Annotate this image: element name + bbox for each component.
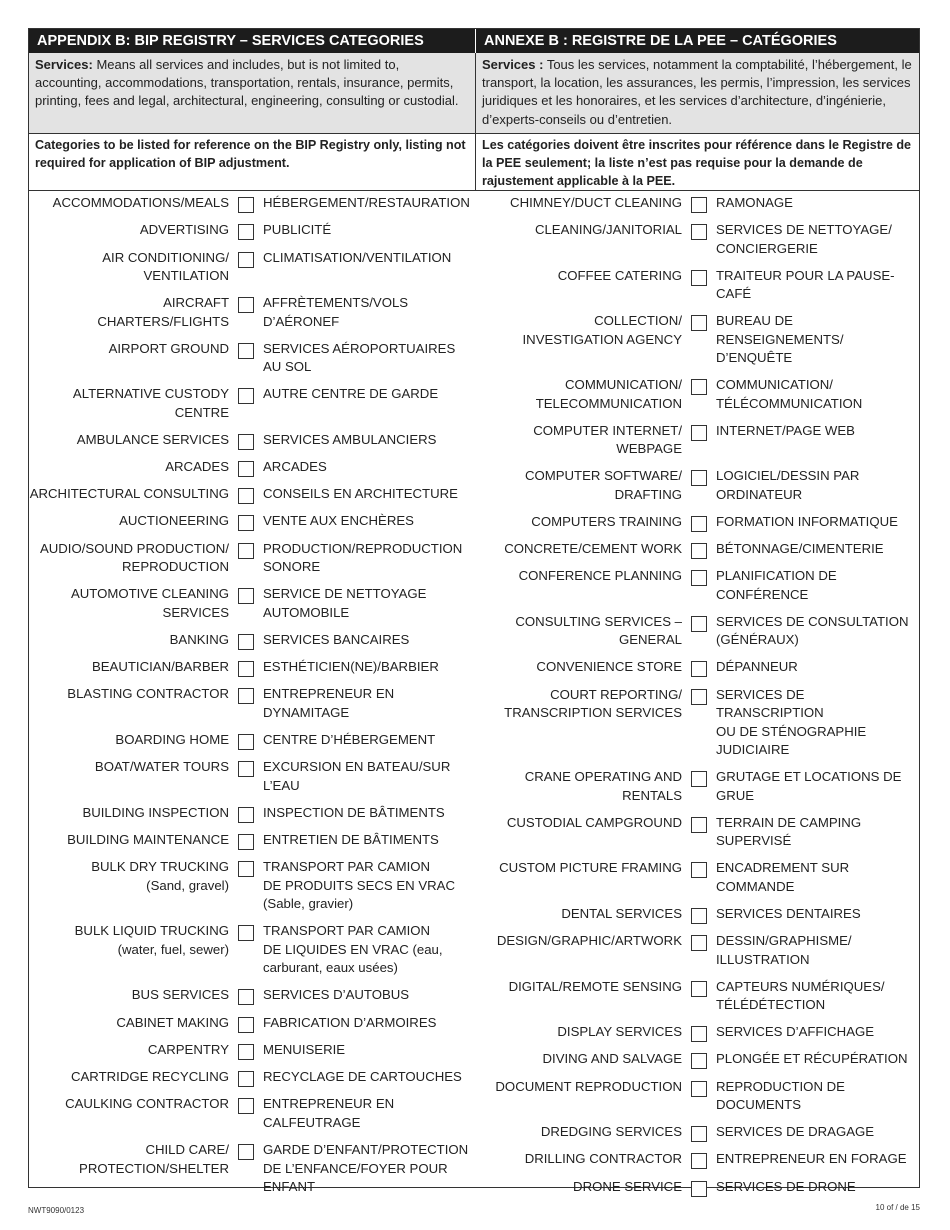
category-row [29, 485, 476, 504]
category-label-english: CUSTODIAL CAMPGROUND [506, 814, 682, 830]
category-checkbox[interactable] [238, 1017, 254, 1033]
category-label-french: AFFRÈTEMENTS/VOLS D’AÉRONEF [263, 295, 409, 329]
category-row [29, 986, 476, 1005]
services-definition-english [29, 53, 476, 133]
category-checkbox[interactable] [691, 689, 707, 705]
category-label-english: ARCHITECTURAL CONSULTING [29, 486, 229, 502]
category-label-french: SERVICES DENTAIRES [716, 905, 861, 921]
category-label-french: ENTREPRENEUR EN DYNAMITAGE [263, 686, 395, 720]
category-checkbox[interactable] [691, 1081, 707, 1097]
category-label-french: MENUISERIE [263, 1041, 346, 1057]
category-row [29, 1068, 476, 1087]
category-label-french: EXCURSION EN BATEAU/SUR L’EAU [263, 759, 451, 793]
category-label-english: COMPUTER SOFTWARE/ DRAFTING [524, 468, 682, 502]
category-row [482, 859, 919, 896]
category-row [29, 685, 476, 722]
category-row [482, 312, 919, 368]
category-label-english: CARPENTRY [147, 1041, 229, 1057]
category-checkbox[interactable] [238, 1144, 254, 1160]
category-checkbox[interactable] [691, 315, 707, 331]
category-checkbox[interactable] [238, 197, 254, 213]
category-label-french: RECYCLAGE DE CARTOUCHES [263, 1069, 462, 1085]
category-label-french: BÉTONNAGE/CIMENTERIE [716, 541, 884, 557]
category-checkbox[interactable] [238, 434, 254, 450]
category-row [29, 831, 476, 850]
category-checkbox[interactable] [691, 379, 707, 395]
category-checkbox[interactable] [238, 634, 254, 650]
category-label-french: DÉPANNEUR [716, 659, 798, 675]
category-row [29, 431, 476, 450]
category-checkbox[interactable] [691, 425, 707, 441]
category-row [29, 658, 476, 677]
category-label-french: TERRAIN DE CAMPING SUPERVISÉ [716, 814, 862, 849]
category-label-french: INTERNET/PAGE WEB [716, 422, 855, 438]
category-checkbox[interactable] [691, 197, 707, 213]
category-checkbox[interactable] [238, 543, 254, 559]
category-checkbox[interactable] [691, 1053, 707, 1069]
category-row [482, 613, 919, 650]
category-row [482, 1150, 919, 1169]
category-row [482, 540, 919, 559]
category-label-english: DIVING AND SALVAGE [542, 1051, 682, 1067]
category-row [482, 932, 919, 969]
category-checkbox[interactable] [238, 297, 254, 313]
category-label-english: BEAUTICIAN/BARBER [91, 658, 229, 674]
category-label-english: DISPLAY SERVICES [557, 1024, 682, 1040]
category-checkbox[interactable] [238, 461, 254, 477]
category-label-english: DESIGN/GRAPHIC/ARTWORK [496, 933, 682, 949]
category-label-french: SERVICES DE DRONE [716, 1178, 856, 1194]
category-row [29, 221, 476, 240]
category-label-english: COMMUNICATION/ TELECOMMUNICATION [535, 377, 682, 411]
category-label-english: CHILD CARE/ PROTECTION/SHELTER [79, 1141, 229, 1176]
category-label-english: BUILDING MAINTENANCE [67, 831, 229, 847]
category-checkbox[interactable] [238, 989, 254, 1005]
category-checkbox[interactable] [238, 761, 254, 777]
category-checkbox[interactable] [691, 1181, 707, 1197]
category-label-french: PUBLICITÉ [263, 222, 332, 238]
category-label-english: CONVENIENCE STORE [536, 659, 682, 675]
category-row [29, 758, 476, 795]
category-label-english: COURT REPORTING/ TRANSCRIPTION SERVICES [504, 686, 682, 721]
category-checkbox[interactable] [238, 388, 254, 404]
category-label-english: CRANE OPERATING AND RENTALS [524, 769, 682, 803]
category-label-french: CENTRE D’HÉBERGEMENT [263, 731, 436, 747]
appendix-form [28, 28, 920, 1195]
services-label-english: Services: [35, 57, 93, 72]
category-label-english: CAULKING CONTRACTOR [65, 1096, 229, 1112]
category-label-english: BLASTING CONTRACTOR [67, 686, 229, 702]
category-row [482, 513, 919, 532]
category-label-english: AIRPORT GROUND [108, 340, 229, 356]
category-row [29, 294, 476, 331]
category-label-french: SERVICES D’AFFICHAGE [716, 1024, 875, 1040]
category-checkbox[interactable] [238, 688, 254, 704]
category-label-english: ARCADES [165, 458, 229, 474]
category-row [29, 385, 476, 422]
category-list-right [482, 194, 919, 1205]
category-checkbox[interactable] [238, 861, 254, 877]
category-row [482, 267, 919, 304]
category-label-french: PRODUCTION/REPRODUCTION SONORE [263, 540, 463, 575]
category-label-french: DESSIN/GRAPHISME/ ILLUSTRATION [716, 933, 852, 967]
category-label-english: COMPUTER INTERNET/ WEBPAGE [533, 422, 682, 457]
category-row [482, 905, 919, 924]
category-row [482, 467, 919, 504]
category-label-english: DIGITAL/REMOTE SENSING [508, 978, 682, 994]
category-row [29, 249, 476, 286]
category-label-english: CARTRIDGE RECYCLING [70, 1069, 229, 1085]
category-label-english: CLEANING/JANITORIAL [534, 222, 682, 238]
category-label-english: CABINET MAKING [116, 1014, 229, 1030]
category-label-french: ESTHÉTICIEN(NE)/BARBIER [263, 658, 439, 674]
category-checkbox[interactable] [238, 343, 254, 359]
category-label-french: COMMUNICATION/ TÉLÉCOMMUNICATION [716, 377, 863, 411]
category-checkbox[interactable] [238, 488, 254, 504]
page-number: 10 of / de 15 [875, 1203, 920, 1212]
category-label-english: AIRCRAFT CHARTERS/FLIGHTS [97, 295, 229, 329]
header-french: ANNEXE B : REGISTRE DE LA PEE – CATÉGORIES [476, 29, 919, 53]
category-row [482, 376, 919, 413]
category-label-french: AUTRE CENTRE DE GARDE [263, 386, 439, 402]
category-row [29, 731, 476, 750]
category-label-french: ENTREPRENEUR EN CALFEUTRAGE [263, 1096, 395, 1131]
category-row [29, 340, 476, 377]
category-label-english: AUDIO/SOUND PRODUCTION/ REPRODUCTION [39, 540, 229, 575]
category-checkbox[interactable] [238, 252, 254, 268]
category-label-english: BUS SERVICES [131, 987, 229, 1003]
category-checkbox[interactable] [238, 1098, 254, 1114]
category-row [29, 1141, 476, 1197]
category-checkbox[interactable] [691, 817, 707, 833]
category-label-english: AIR CONDITIONING/ VENTILATION [102, 249, 229, 284]
category-label-french: SERVICES DE CONSULTATION (GÉNÉRAUX) [716, 613, 909, 648]
services-text-french: Tous les services, notamment la comptabilité, l’hébergement, le transport, la location, les assurances, les permis, l’impression, les services juridiques et les honoraires, et les services d’architecture, d’ingénierie, d’experts-conseils ou d’entretien. [482, 57, 912, 127]
category-row [482, 658, 919, 677]
category-label-french: ENTRETIEN DE BÂTIMENTS [263, 831, 439, 847]
category-checkbox[interactable] [691, 270, 707, 286]
category-checkbox[interactable] [691, 224, 707, 240]
category-label-english: DRONE SERVICE [573, 1178, 682, 1194]
category-checkbox[interactable] [691, 516, 707, 532]
category-row [29, 1095, 476, 1132]
categories-note-english: Categories to be listed for reference on the BIP Registry only, listing not required for application of BIP adjustment. [29, 133, 476, 191]
category-checkbox[interactable] [691, 1126, 707, 1142]
category-row [29, 1014, 476, 1033]
category-label-french: SERVICES DE DRAGAGE [716, 1124, 875, 1140]
category-label-french: GARDE D’ENFANT/PROTECTION DE L’ENFANCE/FOYER POUR ENFANT [263, 1141, 469, 1195]
category-label-french: SERVICES D’AUTOBUS [263, 987, 410, 1003]
services-text-english: Means all services and includes, but is not limited to, accounting, accommodations, transportation, rentals, insurance, permits, printing, fees and legal, architectural, engineering, consulting or custodial. [35, 57, 459, 109]
category-label-french: SERVICE DE NETTOYAGE AUTOMOBILE [263, 586, 427, 620]
category-row [482, 978, 919, 1015]
category-row [482, 221, 919, 258]
category-label-french: ENCADREMENT SUR COMMANDE [716, 860, 850, 894]
category-label-french: FORMATION INFORMATIQUE [716, 513, 898, 529]
category-label-english: DREDGING SERVICES [540, 1124, 682, 1140]
category-checkbox[interactable] [238, 925, 254, 941]
category-checkbox[interactable] [238, 224, 254, 240]
category-checkbox[interactable] [691, 981, 707, 997]
category-checkbox[interactable] [238, 1044, 254, 1060]
category-label-french: CLIMATISATION/VENTILATION [263, 249, 452, 265]
category-label-french: PLONGÉE ET RÉCUPÉRATION [716, 1051, 908, 1067]
category-row [29, 540, 476, 577]
category-row [482, 422, 919, 459]
category-label-english: COLLECTION/ INVESTIGATION AGENCY [522, 313, 682, 347]
category-label-french: SERVICES AMBULANCIERS [263, 431, 437, 447]
category-checkbox[interactable] [691, 570, 707, 586]
category-label-english: ACCOMMODATIONS/MEALS [52, 195, 229, 210]
services-label-french: Services : [482, 57, 544, 72]
category-label-english: COFFEE CATERING [557, 267, 682, 283]
category-checkbox[interactable] [691, 470, 707, 486]
category-label-english: DENTAL SERVICES [561, 905, 682, 921]
category-checkbox[interactable] [238, 588, 254, 604]
category-row [29, 194, 476, 213]
category-label-english: CONSULTING SERVICES – GENERAL [515, 613, 682, 648]
category-checkbox[interactable] [691, 862, 707, 878]
category-label-english: COMPUTERS TRAINING [531, 513, 682, 529]
category-label-french: LOGICIEL/DESSIN PAR ORDINATEUR [716, 468, 860, 502]
category-label-english: BULK LIQUID TRUCKING (water, fuel, sewer) [74, 923, 229, 957]
category-label-french: TRAITEUR POUR LA PAUSE- CAFÉ [716, 267, 895, 302]
category-row [482, 814, 919, 851]
category-label-english: BUILDING INSPECTION [82, 804, 229, 820]
category-label-english: BOAT/WATER TOURS [94, 759, 229, 775]
category-row [29, 804, 476, 823]
category-row [29, 512, 476, 531]
category-label-english: ALTERNATIVE CUSTODY CENTRE [72, 386, 229, 420]
category-row [482, 194, 919, 213]
category-label-french: RAMONAGE [716, 195, 793, 210]
category-row [482, 1050, 919, 1069]
category-label-french: REPRODUCTION DE DOCUMENTS [716, 1078, 845, 1113]
category-row [29, 922, 476, 978]
category-label-french: GRUTAGE ET LOCATIONS DE GRUE [716, 769, 902, 803]
category-label-english: DRILLING CONTRACTOR [524, 1151, 682, 1167]
category-checkbox[interactable] [691, 616, 707, 632]
category-label-english: AUCTIONEERING [119, 513, 229, 529]
category-checkbox[interactable] [691, 1153, 707, 1169]
category-row [29, 585, 476, 622]
category-label-english: CHIMNEY/DUCT CLEANING [510, 195, 682, 210]
category-checkbox[interactable] [691, 908, 707, 924]
category-label-french: SERVICES BANCAIRES [263, 631, 410, 647]
category-row [482, 686, 919, 760]
category-row [482, 1178, 919, 1197]
category-checkbox[interactable] [238, 834, 254, 850]
category-checkbox[interactable] [238, 807, 254, 823]
category-label-french: ENTREPRENEUR EN FORAGE [716, 1151, 907, 1167]
category-checkbox[interactable] [691, 1026, 707, 1042]
header-english: APPENDIX B: BIP REGISTRY – SERVICES CATEGORIES [29, 29, 476, 53]
category-label-french: ARCADES [263, 458, 327, 474]
category-row [482, 1023, 919, 1042]
category-label-french: TRANSPORT PAR CAMION DE PRODUITS SECS EN VRAC (Sable, gravier) [263, 859, 455, 912]
category-label-french: INSPECTION DE BÂTIMENTS [263, 804, 445, 820]
category-label-english: BULK DRY TRUCKING (Sand, gravel) [91, 859, 229, 893]
category-label-english: BANKING [169, 631, 229, 647]
category-row [482, 567, 919, 604]
services-definition-french [476, 53, 919, 133]
form-id: NWT9090/0123 [28, 1206, 85, 1215]
category-row [29, 458, 476, 477]
category-list-left [29, 194, 476, 1205]
category-label-french: PLANIFICATION DE CONFÉRENCE [716, 568, 837, 602]
category-label-english: AUTOMOTIVE CLEANING SERVICES [70, 586, 229, 620]
category-row [29, 1041, 476, 1060]
category-label-french: SERVICES AÉROPORTUAIRES AU SOL [263, 340, 456, 375]
category-row [482, 768, 919, 805]
category-label-english: DOCUMENT REPRODUCTION [495, 1078, 682, 1094]
category-checkbox[interactable] [691, 661, 707, 677]
category-checkbox[interactable] [691, 771, 707, 787]
category-row [482, 1123, 919, 1142]
category-row [29, 631, 476, 650]
category-label-french: VENTE AUX ENCHÈRES [263, 513, 414, 529]
category-label-english: BOARDING HOME [115, 731, 229, 747]
category-label-french: SERVICES DE NETTOYAGE/ CONCIERGERIE [716, 222, 892, 256]
category-checkbox[interactable] [238, 1071, 254, 1087]
category-label-english: CONCRETE/CEMENT WORK [504, 541, 682, 557]
category-label-french: CONSEILS EN ARCHITECTURE [263, 486, 458, 502]
category-label-french: SERVICES DE TRANSCRIPTION OU DE STÉNOGRAPHIE JUDICIAIRE [716, 686, 867, 758]
category-label-french: BUREAU DE RENSEIGNEMENTS/ D’ENQUÊTE [716, 313, 844, 366]
category-label-english: CUSTOM PICTURE FRAMING [499, 860, 682, 876]
category-label-english: AMBULANCE SERVICES [76, 431, 229, 447]
category-checkbox[interactable] [238, 661, 254, 677]
category-label-french: HÉBERGEMENT/RESTAURATION [263, 195, 470, 210]
category-label-french: CAPTEURS NUMÉRIQUES/ TÉLÉDÉTECTION [716, 978, 885, 1013]
category-row [482, 1078, 919, 1115]
categories-note-french: Les catégories doivent être inscrites pour référence dans le Registre de la PEE seulement; la liste n’est pas requise pour la demande de rajustement applicable à la PEE. [476, 133, 919, 191]
category-checkbox[interactable] [238, 515, 254, 531]
category-checkbox[interactable] [238, 734, 254, 750]
category-label-english: CONFERENCE PLANNING [518, 568, 682, 584]
category-label-french: FABRICATION D’ARMOIRES [263, 1014, 437, 1030]
category-row [29, 858, 476, 914]
category-checkbox[interactable] [691, 935, 707, 951]
category-label-french: TRANSPORT PAR CAMION DE LIQUIDES EN VRAC (eau, carburant, eaux usées) [263, 923, 443, 976]
category-checkbox[interactable] [691, 543, 707, 559]
category-label-english: ADVERTISING [139, 222, 229, 238]
